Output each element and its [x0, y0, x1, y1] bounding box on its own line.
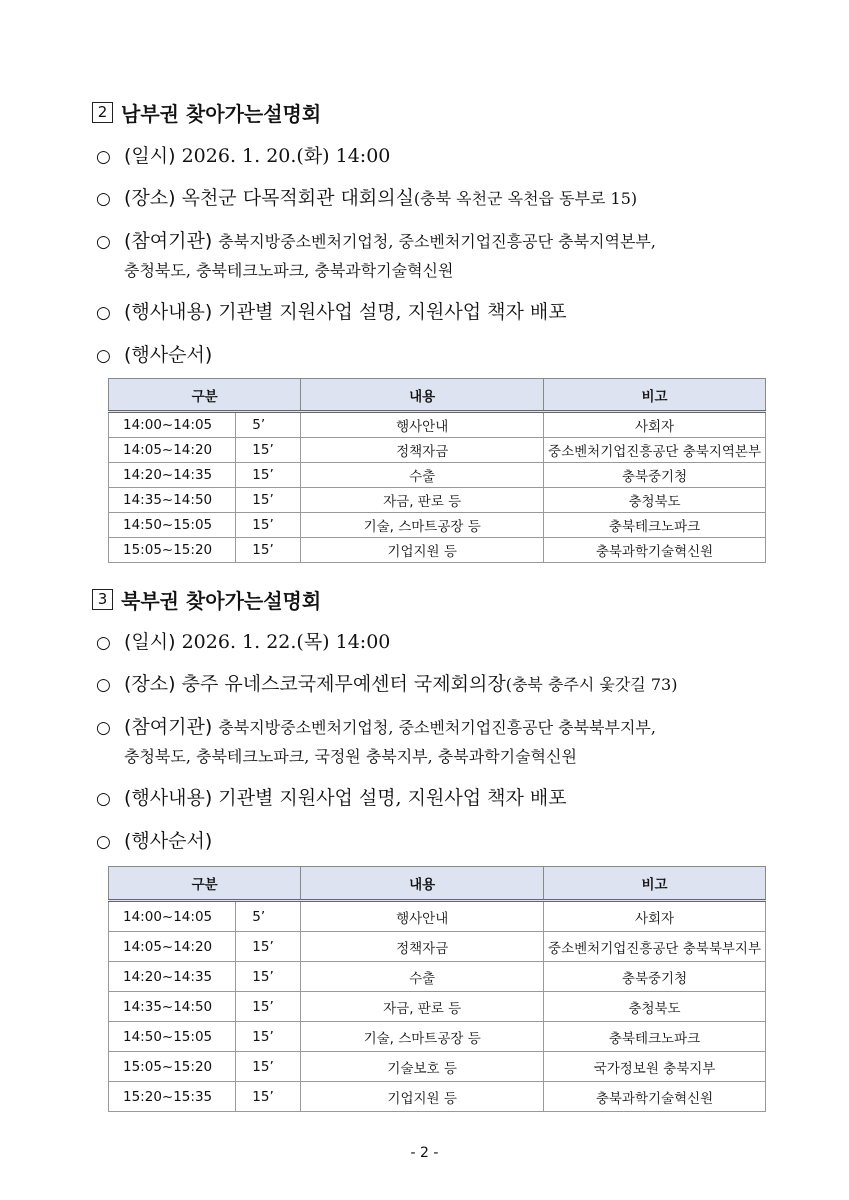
header-content: 내용 [301, 867, 544, 901]
duration-cell: 15’ [236, 513, 301, 538]
place-line [96, 183, 637, 214]
content-cell: 행사안내 [301, 901, 544, 932]
bullet-icon: ○ [96, 346, 111, 366]
table-row [109, 463, 766, 488]
bullet-icon: ○ [96, 232, 111, 252]
duration-cell: 15’ [236, 438, 301, 463]
time-cell: 15:05~15:20 [109, 1052, 236, 1082]
time-cell: 14:05~14:20 [109, 438, 236, 463]
bullet-icon: ○ [96, 189, 111, 209]
duration-cell: 5’ [236, 901, 301, 932]
place-value: 옥천군 다목적회관 대회의실 [181, 187, 414, 209]
table-row [109, 962, 766, 992]
section-title-text: 남부권 찾아가는설명회 [121, 102, 322, 126]
place-detail: (충북 충주시 옻갓길 73) [505, 675, 678, 694]
duration-cell: 15’ [236, 932, 301, 962]
section-title-north [92, 585, 321, 614]
place-label: (장소) [124, 187, 176, 209]
note-cell: 사회자 [544, 901, 766, 932]
content-value: 기관별 지원사업 설명, 지원사업 책자 배포 [218, 301, 567, 323]
place-line [96, 669, 677, 700]
content-cell: 정책자금 [301, 932, 544, 962]
content-cell: 기업지원 등 [301, 538, 544, 563]
note-cell: 중소벤처기업진흥공단 충북북부지부 [544, 932, 766, 962]
time-cell: 15:20~15:35 [109, 1082, 236, 1112]
table-row [109, 901, 766, 932]
duration-cell: 5’ [236, 412, 301, 438]
note-cell: 충북테크노파크 [544, 513, 766, 538]
table-row [109, 538, 766, 563]
note-cell: 충북과학기술혁신원 [544, 1082, 766, 1112]
content-line [96, 783, 567, 814]
bullet-icon: ○ [96, 832, 111, 852]
bullet-icon: ○ [96, 147, 111, 167]
time-cell: 14:50~15:05 [109, 513, 236, 538]
header-note: 비고 [544, 379, 766, 412]
schedule-table-north [108, 866, 766, 1112]
date-value: 2026. 1. 22.(목) 14:00 [181, 631, 391, 653]
order-label: (행사순서) [124, 830, 213, 852]
content-cell: 자금, 판로 등 [301, 488, 544, 513]
header-content: 내용 [301, 379, 544, 412]
date-label: (일시) [124, 145, 176, 167]
place-value: 충주 유네스코국제무예센터 국제회의장 [181, 673, 506, 695]
content-cell: 기술, 스마트공장 등 [301, 513, 544, 538]
time-cell: 14:35~14:50 [109, 992, 236, 1022]
org-line1: 충북지방중소벤처기업청, 중소벤처기업진흥공단 충북북부지부, [218, 718, 656, 737]
content-label: (행사내용) [124, 787, 213, 809]
table-row [109, 1022, 766, 1052]
date-value: 2026. 1. 20.(화) 14:00 [181, 145, 391, 167]
org-line2: 충청북도, 충북테크노파크, 충북과학기술혁신원 [124, 261, 454, 280]
note-cell: 충북테크노파크 [544, 1022, 766, 1052]
content-cell: 기술보호 등 [301, 1052, 544, 1082]
section-title-text: 북부권 찾아가는설명회 [121, 589, 322, 613]
time-cell: 15:05~15:20 [109, 538, 236, 563]
table-row [109, 488, 766, 513]
table-row [109, 1052, 766, 1082]
time-cell: 14:05~14:20 [109, 932, 236, 962]
note-cell: 충청북도 [544, 992, 766, 1022]
date-line [96, 141, 390, 172]
date-line [96, 627, 390, 658]
bullet-icon: ○ [96, 303, 111, 323]
section-number-box: 2 [92, 102, 113, 123]
content-cell: 수출 [301, 962, 544, 992]
table-row [109, 513, 766, 538]
content-label: (행사내용) [124, 301, 213, 323]
header-category: 구분 [109, 867, 301, 901]
note-cell: 사회자 [544, 412, 766, 438]
content-cell: 정책자금 [301, 438, 544, 463]
duration-cell: 15’ [236, 1052, 301, 1082]
org-line2: 충청북도, 충북테크노파크, 국정원 충북지부, 충북과학기술혁신원 [124, 747, 577, 766]
content-cell: 수출 [301, 463, 544, 488]
order-line [96, 826, 212, 857]
content-line [96, 297, 567, 328]
duration-cell: 15’ [236, 1022, 301, 1052]
org-line [96, 226, 656, 257]
time-cell: 14:20~14:35 [109, 463, 236, 488]
duration-cell: 15’ [236, 962, 301, 992]
bullet-icon: ○ [96, 718, 111, 738]
section-title-south [92, 98, 321, 127]
table-row [109, 992, 766, 1022]
content-value: 기관별 지원사업 설명, 지원사업 책자 배포 [218, 787, 567, 809]
place-detail: (충북 옥천군 옥천읍 동부로 15) [413, 189, 638, 208]
org-line1: 충북지방중소벤처기업청, 중소벤처기업진흥공단 충북지역본부, [218, 232, 656, 251]
page-number: - 2 - [410, 1145, 439, 1161]
table-row [109, 412, 766, 438]
table-header-row [109, 379, 766, 412]
note-cell: 충북중기청 [544, 962, 766, 992]
duration-cell: 15’ [236, 463, 301, 488]
org-label: (참여기관) [124, 716, 213, 738]
place-label: (장소) [124, 673, 176, 695]
duration-cell: 15’ [236, 488, 301, 513]
header-note: 비고 [544, 867, 766, 901]
table-row [109, 1082, 766, 1112]
table-row [109, 438, 766, 463]
header-category: 구분 [109, 379, 301, 412]
bullet-icon: ○ [96, 675, 111, 695]
org-line [96, 712, 656, 743]
time-cell: 14:20~14:35 [109, 962, 236, 992]
section-number-box: 3 [92, 589, 113, 610]
bullet-icon: ○ [96, 789, 111, 809]
note-cell: 충청북도 [544, 488, 766, 513]
org-label: (참여기관) [124, 230, 213, 252]
time-cell: 14:00~14:05 [109, 901, 236, 932]
time-cell: 14:00~14:05 [109, 412, 236, 438]
order-line [96, 340, 212, 371]
time-cell: 14:35~14:50 [109, 488, 236, 513]
duration-cell: 15’ [236, 538, 301, 563]
content-cell: 자금, 판로 등 [301, 992, 544, 1022]
note-cell: 중소벤처기업진흥공단 충북지역본부 [544, 438, 766, 463]
schedule-table-south [108, 378, 766, 563]
order-label: (행사순서) [124, 344, 213, 366]
duration-cell: 15’ [236, 992, 301, 1022]
date-label: (일시) [124, 631, 176, 653]
table-header-row [109, 867, 766, 901]
note-cell: 국가정보원 충북지부 [544, 1052, 766, 1082]
table-row [109, 932, 766, 962]
time-cell: 14:50~15:05 [109, 1022, 236, 1052]
content-cell: 기술, 스마트공장 등 [301, 1022, 544, 1052]
content-cell: 행사안내 [301, 412, 544, 438]
content-cell: 기업지원 등 [301, 1082, 544, 1112]
bullet-icon: ○ [96, 633, 111, 653]
note-cell: 충북과학기술혁신원 [544, 538, 766, 563]
duration-cell: 15’ [236, 1082, 301, 1112]
note-cell: 충북중기청 [544, 463, 766, 488]
